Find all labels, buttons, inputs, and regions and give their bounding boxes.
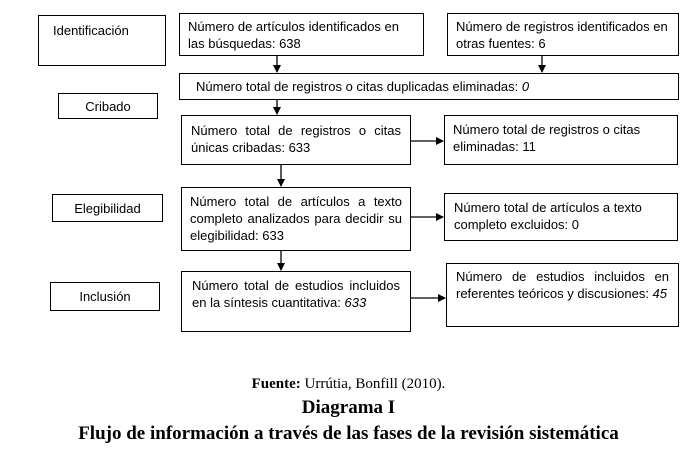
- diagram-title: Flujo de información a través de las fases de la revisión sistemática: [78, 423, 619, 444]
- caption-diagram-title: [0, 423, 697, 445]
- box-articulos-identificados-value: 638: [279, 36, 301, 51]
- caption-source-text: Urrútia, Bonfill (2010).: [300, 376, 446, 392]
- caption-diagram-label: [0, 397, 697, 419]
- box-registros-otras-fuentes-text: Número de registros identificados en otras fuentes:: [456, 19, 668, 51]
- phase-inclusion-label: Inclusión: [79, 289, 131, 304]
- box-duplicados-eliminados-text: Número total de registros o citas duplicadas eliminadas:: [196, 79, 522, 94]
- box-texto-completo-analizados-text: Número total de artículos a texto completo analizados para decidir su elegibilidad:: [190, 194, 402, 243]
- phase-elegibilidad-label: Elegibilidad: [74, 200, 141, 216]
- box-registros-otras-fuentes-value: 6: [538, 36, 546, 51]
- diagram-label: Diagrama I: [301, 397, 396, 418]
- phase-identificacion-label: Identificación: [53, 23, 129, 38]
- box-duplicados-eliminados-value: 0: [521, 79, 530, 94]
- caption-source: [0, 376, 697, 393]
- box-estudios-sintesis-text: Número total de estudios incluidos en la síntesis cuantitativa:: [192, 278, 400, 310]
- box-texto-completo-analizados-value: 633: [262, 228, 284, 243]
- box-citas-eliminadas-value: 11: [522, 139, 536, 154]
- caption-source-label: Fuente:: [251, 376, 301, 392]
- box-estudios-referentes-text: Número de estudios incluidos en referentes teóricos y discusiones:: [456, 269, 669, 301]
- box-texto-completo-excluidos-value: 0: [571, 217, 580, 232]
- box-estudios-referentes-value: 45: [652, 286, 668, 301]
- box-estudios-sintesis-value: 633: [344, 295, 367, 310]
- phase-cribado-label: Cribado: [85, 98, 131, 114]
- box-citas-unicas-cribadas-value: 633: [288, 140, 311, 155]
- box-texto-completo-excluidos-text: Número total de artículos a texto completo excluidos:: [454, 200, 642, 232]
- box-citas-eliminadas-text: Número total de registros o citas eliminadas:: [453, 122, 641, 154]
- box-articulos-identificados-text: Número de artículos identificados en las búsquedas:: [188, 19, 400, 51]
- box-citas-unicas-cribadas-text: Número total de registros o citas únicas cribadas:: [191, 123, 401, 155]
